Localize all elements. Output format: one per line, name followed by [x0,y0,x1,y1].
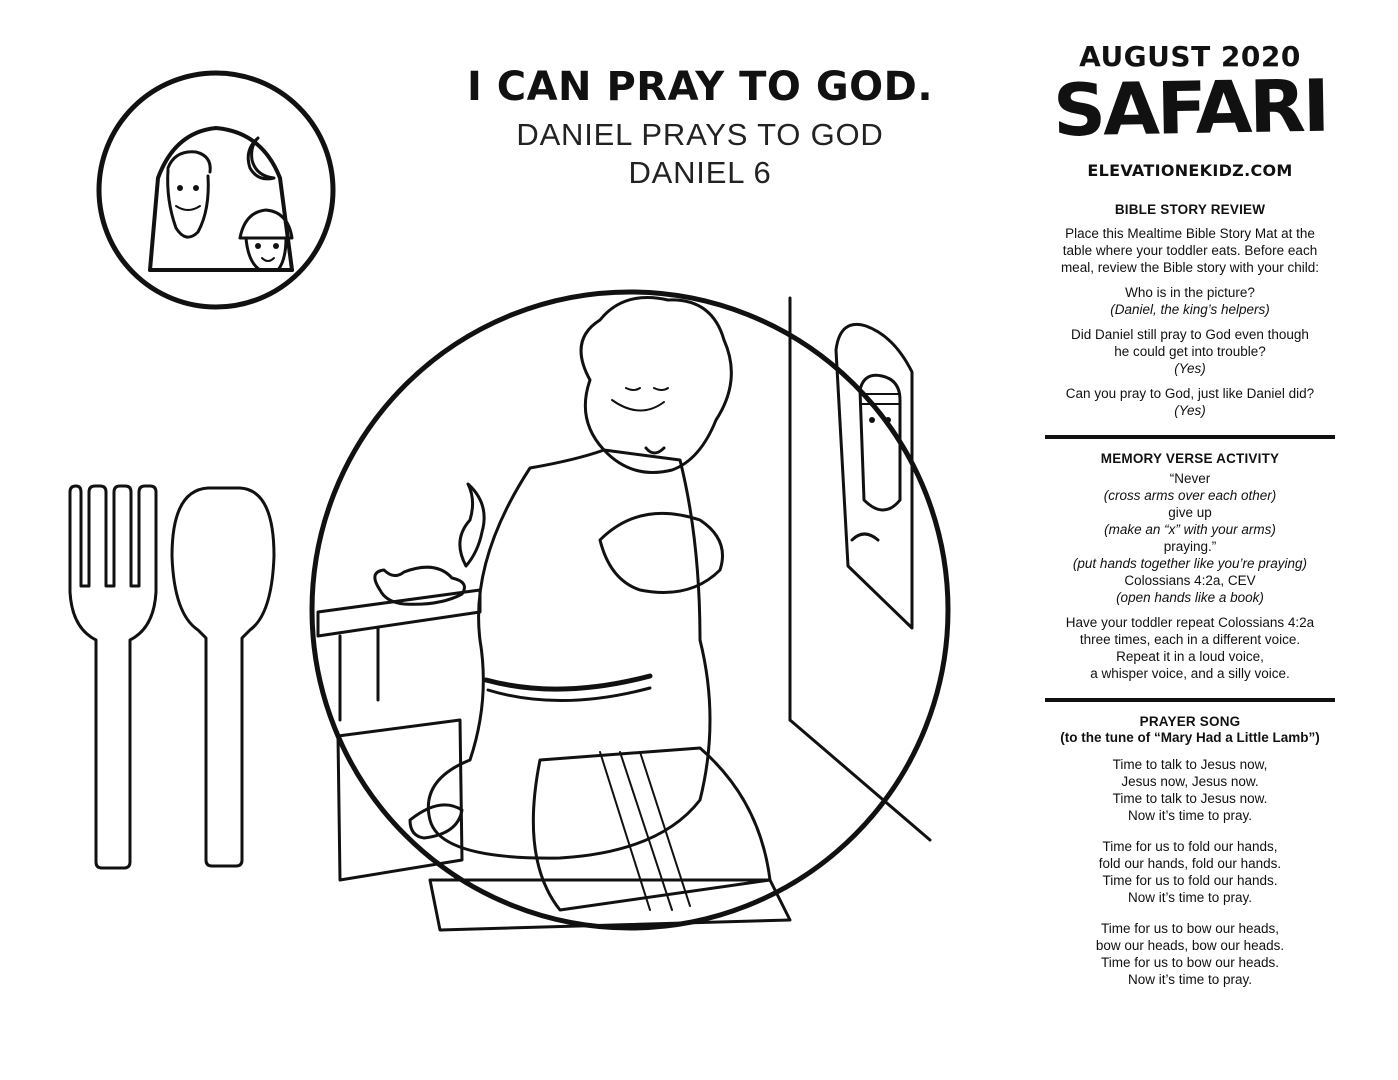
memory-instruction-line: three times, each in a different voice. [1079,632,1301,647]
page-title: I CAN PRAY TO GOD. [466,64,934,110]
song-line: bow our heads, bow our heads. [1095,938,1285,953]
memory-verse-line: praying.” [1163,539,1217,554]
section-divider [1045,698,1335,702]
review-question-3: Can you pray to God, just like Daniel did? [1065,386,1315,401]
section-divider [1045,435,1335,439]
review-answer-2: (Yes) [1174,361,1206,376]
review-heading: BIBLE STORY REVIEW [1114,202,1266,217]
review-question-2-cont: he could get into trouble? [1114,344,1266,359]
song-tune: (to the tune of “Mary Had a Little Lamb”) [1060,730,1320,745]
memory-instruction-line: Repeat it in a loud voice, [1116,649,1264,664]
song-line: fold our hands, fold our hands. [1098,856,1282,871]
memory-verse-line: Colossians 4:2a, CEV [1124,573,1256,588]
song-line: Now it’s time to pray. [1127,808,1253,823]
song-line: Now it’s time to pray. [1127,890,1253,905]
song-line: Jesus now, Jesus now. [1121,774,1259,789]
fork-icon [70,486,156,868]
website-url: ELEVATIONEKIDZ.COM [1087,161,1293,180]
review-answer-1: (Daniel, the king’s helpers) [1110,302,1270,317]
song-line: Time to talk to Jesus now. [1112,791,1268,806]
flame-icon [460,484,484,566]
song-line: Time for us to bow our heads. [1100,955,1280,970]
song-line: Now it’s time to pray. [1127,972,1253,987]
song-line: Time for us to bow our heads, [1100,921,1280,936]
memory-instruction-line: a whisper voice, and a silly voice. [1090,666,1290,681]
memory-motion-line: (cross arms over each other) [1103,488,1277,503]
right-column [1040,40,1340,988]
review-answer-3: (Yes) [1174,403,1206,418]
review-intro-line: meal, review the Bible story with your child: [1060,260,1320,275]
small-circle-picture [99,73,333,307]
song-line: Time for us to fold our hands. [1102,873,1278,888]
review-intro-line: table where your toddler eats. Before each [1062,243,1318,258]
memory-motion-line: (make an “x” with your arms) [1104,522,1276,537]
review-question-1: Who is in the picture? [1125,285,1255,300]
issue-date: AUGUST 2020 [1079,40,1301,73]
memory-motion-line: (open hands like a book) [1116,590,1264,605]
memory-heading: MEMORY VERSE ACTIVITY [1100,451,1280,466]
memory-instruction-line: Have your toddler repeat Colossians 4:2a [1065,615,1315,630]
spoon-icon [172,488,274,866]
memory-verse-line: give up [1168,505,1212,520]
song-heading: PRAYER SONG [1139,714,1241,729]
review-intro-line: Place this Mealtime Bible Story Mat at the [1065,226,1315,241]
song-line: Time to talk to Jesus now, [1112,757,1268,772]
memory-verse-line: “Never [1169,471,1211,486]
song-line: Time for us to fold our hands, [1102,839,1278,854]
scripture-reference: DANIEL 6 [628,155,772,190]
memory-motion-line: (put hands together like you’re praying) [1072,556,1308,571]
story-title: DANIEL PRAYS TO GOD [516,117,884,152]
review-question-2: Did Daniel still pray to God even though [1071,327,1309,342]
memory-verse-lines [1040,470,1340,606]
plate-picture [312,292,948,930]
safari-logo: SAFARI [1052,63,1328,153]
